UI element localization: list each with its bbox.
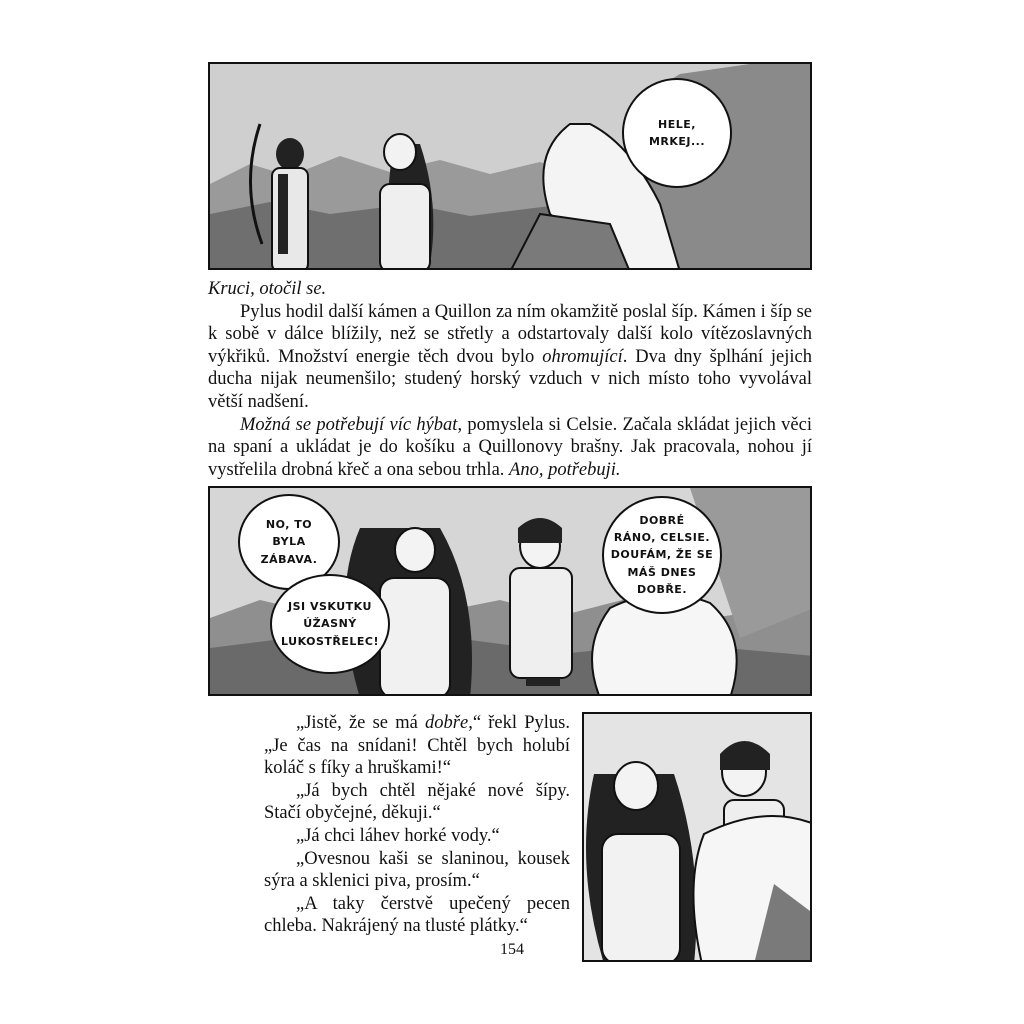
paragraph: Kruci, otočil se. (208, 279, 327, 299)
paragraph: Pylus hodil další kámen a Quillon za ním okamžitě poslal šíp. Kámen i šíp se k sobě v dálce blížily, než se střetly a odstartovaly další kolo vítězoslavných výkřiků. Množství energie těch dvou bylo ohromující. Dva dny šplhání jejich ducha nijak neumenšilo; studený horský vzduch v nich místo toho vyvolával větší nadšení. (208, 301, 812, 412)
dialogue-line: „Ovesnou kaši se slaninou, kousek sýra a sklenici piva, prosím.“ (264, 848, 570, 892)
paragraph: Možná se potřebují víc hýbat, pomyslela si Celsie. Začala skládat jejich věci na spaní a ukládat je do košíku a Quillonovy brašny. Jak pracovala, nohou jí vystřelila drobná křeč a ona sebou trhla. Ano, potřebuji. (208, 414, 812, 480)
dialogue-line: „Já bych chtěl nějaké nové šípy. Stačí obyčejné, děkuji.“ (264, 780, 570, 824)
prose-top (208, 278, 812, 481)
dialogue-line: „A taky čerstvě upečený pecen chleba. Nakrájený na tlusté plátky.“ (264, 893, 570, 937)
speech-bubble: JSI VSKUTKU ÚŽASNÝ LUKOSTŘELEC! (270, 574, 390, 674)
speech-bubble: NO, TO BYLA ZÁBAVA. (238, 494, 340, 590)
comic-panel-top (208, 62, 812, 270)
speech-bubble: DOBRÉ RÁNO, CELSIE. DOUFÁM, ŽE SE MÁŠ DNES DOBŘE. (602, 496, 722, 614)
panel-top-artwork (210, 64, 812, 270)
speech-bubble: HELE, MRKEJ... (622, 78, 732, 188)
dialogue-line: „Já chci láhev horké vody.“ (296, 825, 500, 846)
page-number: 154 (500, 941, 524, 958)
dialogue-line: „Jistě, že se má dobře,“ řekl Pylus. „Je čas na snídani! Chtěl bych holubí koláč s fíky a hruškami!“ (264, 713, 570, 779)
comic-panel-middle (208, 486, 812, 696)
prose-bottom (264, 712, 570, 938)
panel-bottom-right-artwork (584, 714, 812, 962)
comic-panel-bottom-right (582, 712, 812, 962)
